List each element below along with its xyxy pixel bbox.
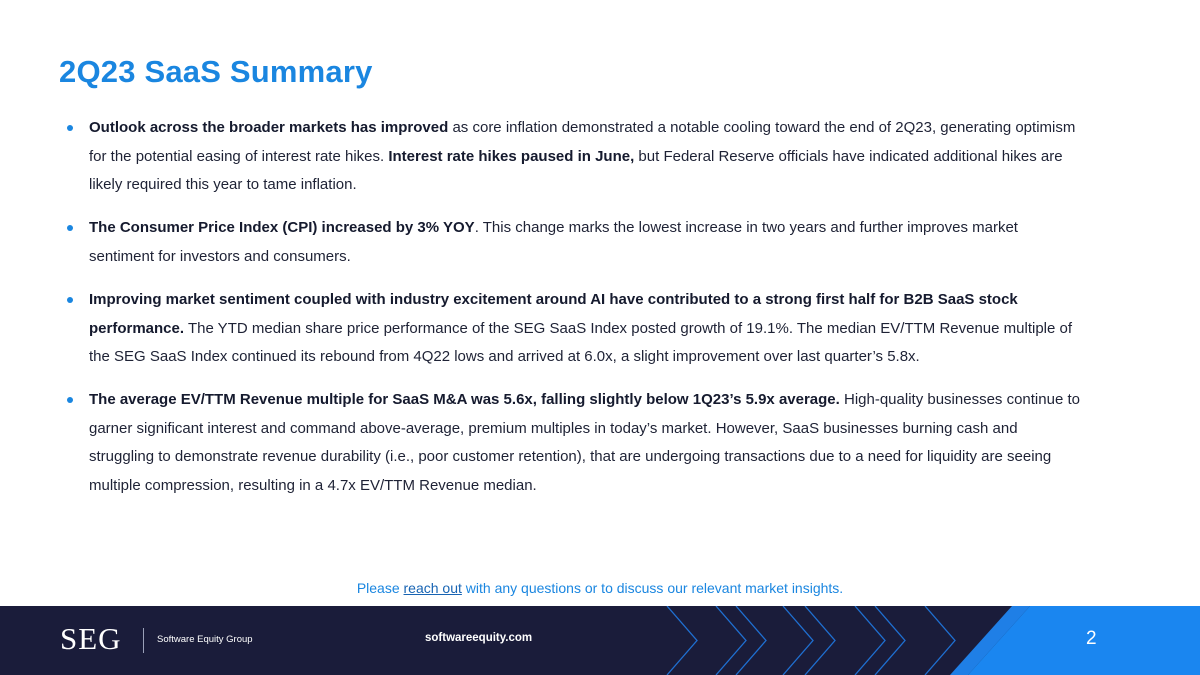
- bullet-item-saas-ma: [62, 386, 1082, 500]
- bullet-bold-text: Improving market sentiment coupled with industry excitement around AI have contributed to a strong first half for B2B SaaS stock performance.: [89, 290, 1018, 337]
- bullet-bold-text: The average EV/TTM Revenue multiple for SaaS M&A was 5.6x, falling slightly below 1Q23’s 5.9x average.: [89, 391, 840, 409]
- logo-divider: [143, 628, 144, 653]
- logo-subtitle: Software Equity Group: [157, 634, 253, 645]
- bullet-item-market-sentiment: [62, 286, 1082, 372]
- bullet-text: The YTD median share price performance of the SEG SaaS Index posted growth of 19.1%. The median EV/TTM Revenue multiple of the SEG SaaS Index continued its rebound from 4Q22 lows and arrived at 6.0x, a slight improvement over last quarter’s 5.8x.: [89, 319, 1073, 366]
- page-number: 2: [1086, 628, 1097, 649]
- bullet-item-outlook: [62, 114, 1082, 200]
- seg-logo: SEG: [60, 621, 122, 656]
- contact-call-to-action: [0, 580, 1200, 596]
- summary-bullet-list: [62, 114, 1082, 515]
- bullet-text: as core inflation demonstrated a notable cooling toward the end of 2Q23, generating optimism for the potential easing of interest rate hikes.: [89, 119, 1076, 165]
- slide-title: 2Q23 SaaS Summary: [59, 54, 373, 89]
- cta-suffix: with any questions or to discuss our relevant market insights.: [461, 580, 844, 596]
- footer-bar: [0, 606, 1200, 675]
- bullet-bold-text: Interest rate hikes paused in June,: [388, 147, 635, 165]
- bullet-text: but Federal Reserve officials have indicated additional hikes are likely required this year to tame inflation.: [89, 147, 1063, 194]
- bullet-text: High-quality businesses continue to garner significant interest and command above-average, premium multiples in today’s market. However, SaaS businesses burning cash and struggling to demonstrate revenue durability (i.e., poor customer retention), that are undergoing transactions due to a need for liquidity are seeing multiple compression, resulting in a 4.7x EV/TTM Revenue median.: [89, 391, 1080, 495]
- cta-prefix: Please: [356, 580, 404, 596]
- reach-out-link[interactable]: reach out: [403, 580, 462, 596]
- website-link[interactable]: softwareequity.com: [425, 632, 533, 644]
- bullet-bold-text: Outlook across the broader markets has improved: [89, 119, 449, 136]
- bullet-bold-text: The Consumer Price Index (CPI) increased by 3% YOY: [89, 219, 475, 237]
- bullet-item-cpi: [62, 214, 1082, 271]
- bullet-text: . This change marks the lowest increase in two years and further improves market sentiment for investors and consumers.: [89, 219, 1018, 265]
